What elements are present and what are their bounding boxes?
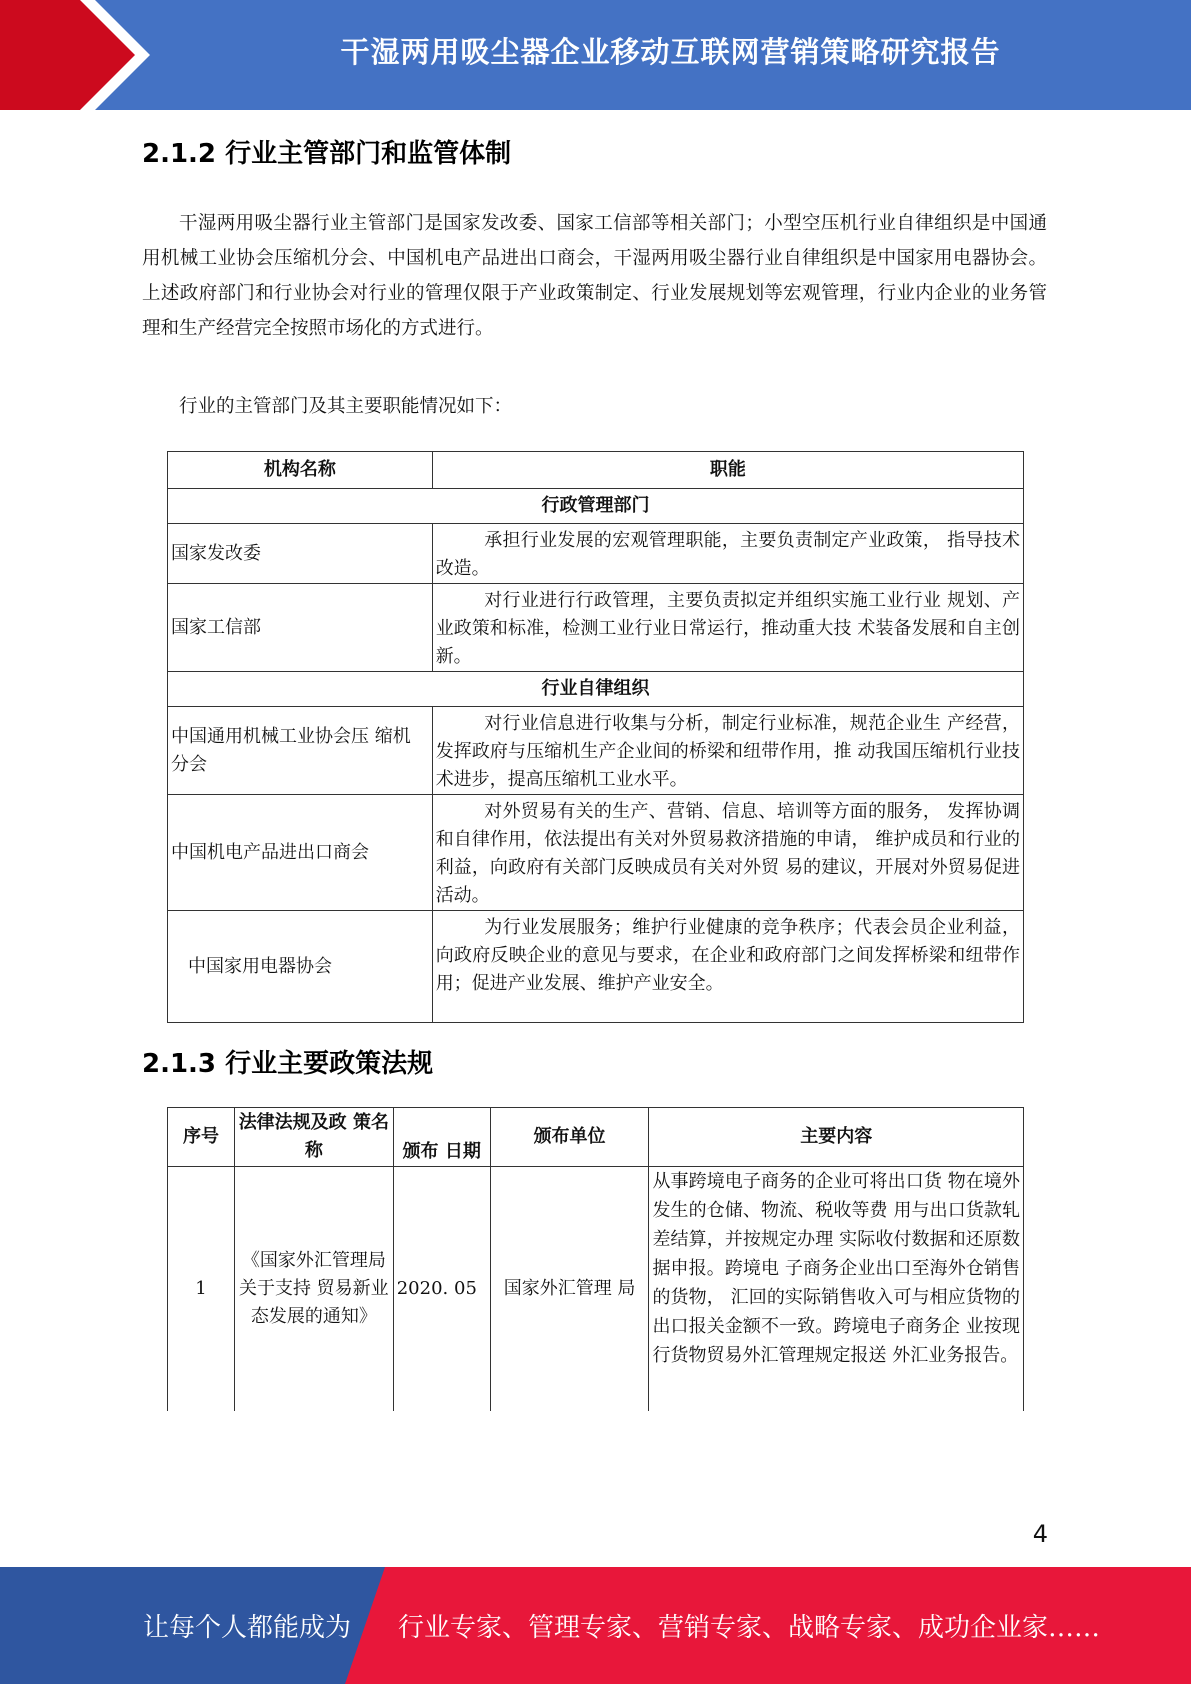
section-paragraph <box>142 206 1047 346</box>
page-number: 4 <box>1032 1520 1048 1548</box>
group-label: 行政管理部门 <box>168 489 1024 524</box>
issuer: 国家外汇管理 局 <box>490 1167 649 1411</box>
row-number: 1 <box>168 1167 235 1411</box>
table-row <box>168 707 1024 795</box>
section-heading-2-1-2: 2.1.2 行业主管部门和监管体制 <box>142 139 512 169</box>
page-footer <box>0 1567 1191 1684</box>
table-intro-text: 行业的主管部门及其主要职能情况如下： <box>179 396 513 417</box>
table-row <box>168 1167 1024 1411</box>
body-paragraph: 干湿两用吸尘器行业主管部门是国家发改委、国家工信部等相关部门；小型空压机行业自律组织是中国通用机械工业协会压缩机分会、中国机电产品进出口商会，干湿两用吸尘器行业自律组织是中国家用电器协会。上述政府部门和行业协会对行业的管理仅限于产业政策制定、行业发展规划等宏观管理，行业内企业的业务管理和生产经营完全按照市场化的方式进行。 <box>142 213 1047 339</box>
group-row <box>168 489 1024 524</box>
column-header: 序号 <box>168 1108 235 1167</box>
footer-slogan-right: 行业专家、管理专家、营销专家、战略专家、成功企业家…… <box>398 1613 1101 1643</box>
column-header: 颁布单位 <box>490 1108 649 1167</box>
section-heading-2-1-3: 2.1.3 行业主要政策法规 <box>142 1049 434 1079</box>
org-name: 国家工信部 <box>168 584 433 672</box>
footer-slogan-left: 让每个人都能成为 <box>143 1613 352 1643</box>
column-header: 职能 <box>432 452 1023 489</box>
org-function: 承担行业发展的宏观管理职能，主要负责制定产业政策， 指导技术改造。 <box>432 524 1023 584</box>
table-header-row <box>168 1108 1024 1167</box>
org-name: 中国机电产品进出口商会 <box>168 795 433 911</box>
policy-content: 从事跨境电子商务的企业可将出口货 物在境外发生的仓储、物流、税收等费 用与出口货款轧差结算，并按规定办理 实际收付数据和还原数据申报。跨境电 子商务企业出口至海外仓销售的货物， 汇回的实际销售收入可与相应货物的 出口报关金额不一致。跨境电子商务企 业按现行货物贸易外汇管理规定报送 外汇业务报告。 <box>649 1167 1024 1411</box>
group-row <box>168 672 1024 707</box>
header-red-arrow-decoration <box>0 0 150 110</box>
column-header: 主要内容 <box>649 1108 1024 1167</box>
authorities-table <box>167 451 1024 1023</box>
table-intro <box>142 389 1047 424</box>
page-header <box>0 0 1191 110</box>
org-name: 中国家用电器协会 <box>168 911 433 1023</box>
column-header: 颁布 日期 <box>393 1108 490 1167</box>
org-function: 对行业进行行政管理，主要负责拟定并组织实施工业行业 规划、产业政策和标准，检测工业行业日常运行，推动重大技 术装备发展和自主创新。 <box>432 584 1023 672</box>
org-name: 国家发改委 <box>168 524 433 584</box>
table-row <box>168 584 1024 672</box>
issue-date: 2020. 05 <box>393 1167 490 1411</box>
policy-name: 《国家外汇管理局关于支持 贸易新业态发展的通知》 <box>234 1167 393 1411</box>
org-function: 对行业信息进行收集与分析，制定行业标准，规范企业生 产经营，发挥政府与压缩机生产企业间的桥梁和纽带作用，推 动我国压缩机行业技术进步，提高压缩机工业水平。 <box>432 707 1023 795</box>
org-name: 中国通用机械工业协会压 缩机分会 <box>168 707 433 795</box>
table-row <box>168 911 1024 1023</box>
table-row <box>168 795 1024 911</box>
group-label: 行业自律组织 <box>168 672 1024 707</box>
table-header-row <box>168 452 1024 489</box>
org-function: 对外贸易有关的生产、营销、信息、培训等方面的服务， 发挥协调和自律作用，依法提出有关对外贸易救济措施的申请， 维护成员和行业的利益，向政府有关部门反映成员有关对外贸 易的建议，开展对外贸易促进活动。 <box>432 795 1023 911</box>
org-function: 为行业发展服务；维护行业健康的竞争秩序；代表会员企业利益，向政府反映企业的意见与要求，在企业和政府部门之间发挥桥梁和纽带作用；促进产业发展、维护产业安全。 <box>432 911 1023 1023</box>
table-row <box>168 524 1024 584</box>
column-header: 法律法规及政 策名称 <box>234 1108 393 1167</box>
report-title: 干湿两用吸尘器企业移动互联网营销策略研究报告 <box>340 34 1001 69</box>
column-header: 机构名称 <box>168 452 433 489</box>
policies-table <box>167 1107 1024 1411</box>
